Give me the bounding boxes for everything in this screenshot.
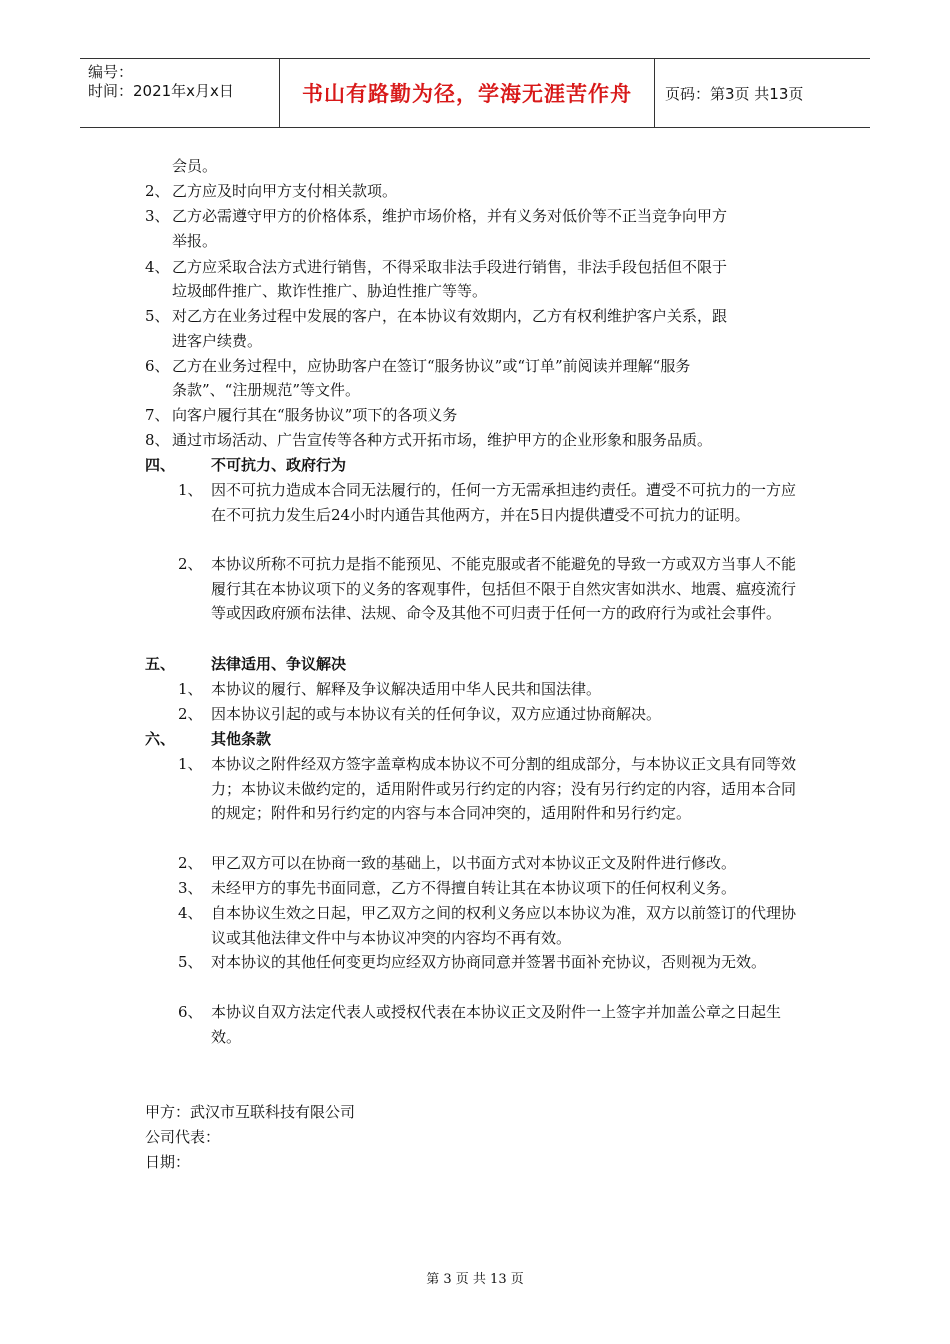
list-item-cont: 举报。: [172, 232, 218, 250]
list-item: 8、 通过市场活动、广告宣传等各种方式开拓市场，维护甲方的企业形象和服务品质。: [145, 431, 713, 449]
party-a-line: 甲方：武汉市互联科技有限公司: [145, 1103, 356, 1121]
company-rep-line: 公司代表：: [145, 1128, 221, 1146]
list-item: 4、 乙方应采取合法方式进行销售，不得采取非法手段进行销售，非法手段包括但不限于: [145, 258, 728, 276]
date-line: 日期：: [145, 1153, 191, 1171]
continuation-text: 会员。: [172, 157, 218, 175]
list-item-cont: 进客户续费。: [172, 332, 263, 350]
list-item: 3、 乙方必需遵守甲方的价格体系，维护市场价格，并有义务对低价等不正当竞争向甲方: [145, 207, 728, 225]
list-item: 2、 乙方应及时向甲方支付相关款项。: [145, 182, 398, 200]
clause-item: 5、 对本协议的其他任何变更均应经双方协商同意并签署书面补充协议，否则视为无效。: [178, 953, 767, 971]
clause-item: 1、 本协议的履行、解释及争议解决适用中华人民共和国法律。: [178, 680, 602, 698]
header-motto: 书山有路勤为径，学海无涯苦作舟: [280, 59, 655, 127]
page-header: [80, 58, 870, 128]
list-item: 7、 向客户履行其在“服务协议”项下的各项义务: [145, 406, 458, 424]
list-item: 6、 乙方在业务过程中，应协助客户在签订“服务协议”或“订单”前阅读并理解“服务: [145, 357, 691, 375]
clause-item: 4、 自本协议生效之日起，甲乙双方之间的权利义务应以本协议为准，双方以前签订的代理协议或其他法律文件中与本协议冲突的内容均不再有效。: [178, 904, 797, 947]
clause-item: 6、 本协议自双方法定代表人或授权代表在本协议正文及附件一上签字并加盖公章之日起生效。: [178, 1003, 782, 1046]
clause-item: 1、 本协议之附件经双方签字盖章构成本协议不可分割的组成部分，与本协议正文具有同等效力；本协议未做约定的，适用附件或另行约定的内容；没有另行约定的内容，适用本合同的规定；附件和另行约定的内容与本合同冲突的，适用附件和另行约定。: [178, 755, 797, 822]
clause-item: 1、 因不可抗力造成本合同无法履行的，任何一方无需承担违约责任。遭受不可抗力的一方应在不可抗力发生后24小时内通告其他两方，并在5日内提供遭受不可抗力的证明。: [178, 481, 797, 524]
doc-code-label: 编号：: [88, 63, 134, 81]
clause-item: 2、 甲乙双方可以在协商一致的基础上，以书面方式对本协议正文及附件进行修改。: [178, 854, 737, 872]
page-footer: 第 3 页 共 13 页: [426, 1272, 524, 1287]
section-heading: 四、 不可抗力、政府行为: [145, 456, 347, 474]
doc-time-label: 时间：2021年x月x日: [88, 82, 234, 100]
list-item-cont: 垃圾邮件推广、欺诈性推广、胁迫性推广等等。: [172, 282, 488, 300]
header-meta: [80, 59, 280, 127]
clause-item: 3、 未经甲方的事先书面同意，乙方不得擅自转让其在本协议项下的任何权利义务。: [178, 879, 737, 897]
section-heading: 六、 其他条款: [145, 730, 272, 748]
clause-item: 2、 因本协议引起的或与本协议有关的任何争议，双方应通过协商解决。: [178, 705, 662, 723]
header-page-label: 页码：第3页 共13页: [665, 84, 804, 103]
section-heading: 五、 法律适用、争议解决: [145, 655, 347, 673]
list-item: 5、 对乙方在业务过程中发展的客户，在本协议有效期内，乙方有权利维护客户关系，跟: [145, 307, 728, 325]
list-item-cont: 条款”、“注册规范”等文件。: [172, 381, 361, 399]
clause-item: 2、 本协议所称不可抗力是指不能预见、不能克服或者不能避免的导致一方或双方当事人不能履行其在本协议项下的义务的客观事件，包括但不限于自然灾害如洪水、地震、瘟疫流行等或因政府颁布法律、法规、命令及其他不可归责于任何一方的政府行为或社会事件。: [178, 555, 797, 622]
